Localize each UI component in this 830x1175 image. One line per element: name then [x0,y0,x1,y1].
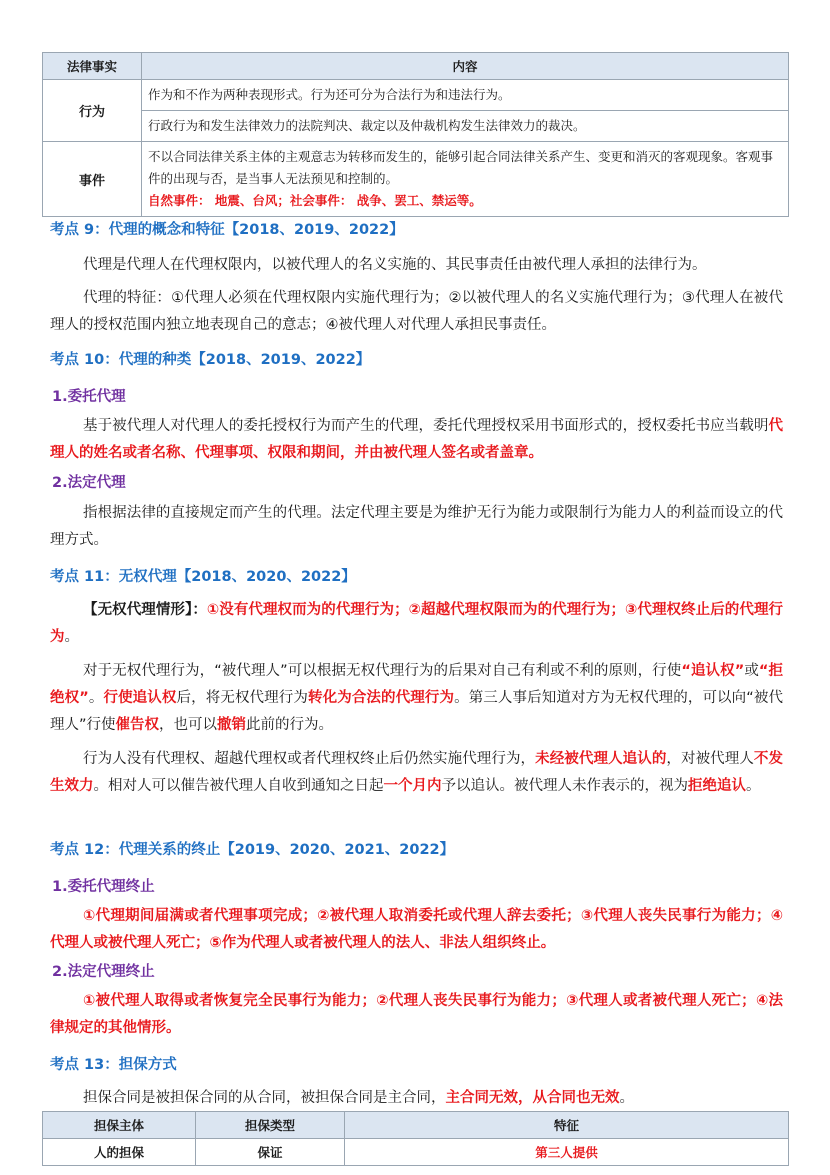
agency-definition: 代理是代理人在代理权限内，以被代理人的名义实施的、其民事责任由被代理人承担的法律行为。 [83,257,707,273]
event-cell [142,142,789,217]
text-run: 后，将无权代理行为 [176,690,308,706]
text-run: 予以追认。被代理人未作表示的，视为 [441,778,688,794]
row-key-event: 事件 [43,142,142,217]
guarantee-paragraph [50,1085,783,1112]
emphasis-legal-act: 转化为合法的代理行为 [308,690,455,706]
table-header-row [43,53,789,80]
agency-features: 代理的特征：①代理人必须在代理权限内实施代理行为；②以被代理人的名义实施代理行为；③代理人在被代理人的授权范围内独立地表现自己的意志；④被代理人对代理人承担民事责任。 [50,290,783,333]
text-run: 。第三人事后知道对方为无权代理的，可以向“被代理人”行使 [50,690,784,733]
statutory-agency-text: 指根据法律的直接规定而产生的代理。法定代理主要是为维护无行为能力或限制行为能力人的利益而设立的代理方式。 [50,505,783,548]
unauthorized-cases [50,597,783,651]
emphasis-ratify-right: “追认权” [681,663,745,679]
header-content: 内容 [142,53,789,80]
cell-feature: 第三人提供 [345,1139,789,1166]
table-header-row [43,1112,789,1139]
cell-type: 保证 [196,1139,345,1166]
header-legal-fact: 法律事实 [43,53,142,80]
section-heading-11: 考点 11：无权代理【2018、2020、2022】 [50,569,356,585]
entrusted-termination-list: ①代理期间届满或者代理事项完成；②被代理人取消委托或代理人辞去委托；③代理人丧失民事行为能力；④代理人或被代理人死亡；⑤作为代理人或者被代理人的法人、非法人组织终止。 [50,908,783,951]
emphasis-invalid: 主合同无效，从合同也无效 [445,1090,620,1106]
unauthorized-cases-end: 。 [64,629,79,645]
entrusted-text-emphasis: 代理人的姓名或者名称、代理事项、权限和期间，并由被代理人签名或者盖章。 [50,418,783,461]
subheading-entrusted-agency: 1.委托代理 [52,389,126,405]
emphasis-demand-right: 催告权 [115,717,160,733]
subheading-statutory-termination: 2.法定代理终止 [52,964,155,980]
table-row [43,142,789,217]
unratified-paragraph [50,746,783,800]
emphasis-no-effect: 不发生效力 [50,751,784,794]
text-run: 担保合同是被担保合同的从合同，被担保合同是主合同， [83,1090,446,1106]
emphasis-reject-right: “拒绝权” [50,663,784,706]
event-examples: 自然事件： 地震、台风；社会事件： 战争、罢工、禁运等。 [148,193,482,208]
unauthorized-cases-list: ①没有代理权而为的代理行为；②超越代理权限而为的代理行为；③代理权终止后的代理行为 [50,602,784,645]
row-key-behavior: 行为 [43,80,142,142]
behavior-description-1: 作为和不作为两种表现形式。行为还可分为合法行为和违法行为。 [142,80,789,111]
emphasis-exercise-ratify: 行使追认权 [103,690,177,706]
header-guarantee-subject: 担保主体 [43,1112,196,1139]
emphasis-not-ratified: 未经被代理人追认的 [535,751,667,767]
guarantee-table [42,1111,789,1166]
text-run: ，对被代理人 [666,751,754,767]
unauthorized-cases-label: 【无权代理情形】： [83,602,207,618]
section-heading-9: 考点 9：代理的概念和特征【2018、2019、2022】 [50,222,404,238]
section-heading-10: 考点 10：代理的种类【2018、2019、2022】 [50,352,371,368]
entrusted-text-plain: 基于被代理人对代理人的委托授权行为而产生的代理，委托代理授权采用书面形式的，授权委托书应当载明 [83,418,769,434]
ratification-paragraph [50,658,783,739]
table-row [43,111,789,142]
table-row [43,1139,789,1166]
table-row [43,80,789,111]
event-description: 不以合同法律关系主体的主观意志为转移而发生的，能够引起合同法律关系产生、变更和消灭的客观现象。客观事件的出现与否，是当事人无法预见和控制的。 [148,149,774,186]
text-run: 或 [744,663,759,679]
legal-facts-table [42,52,789,217]
emphasis-refuse: 拒绝追认 [688,778,746,794]
text-run: 行为人没有代理权、超越代理权或者代理权终止后仍然实施代理行为， [83,751,536,767]
text-run: 。 [746,778,761,794]
entrusted-agency-text [50,413,783,467]
text-run: ，也可以 [159,717,218,733]
text-run: 。 [88,690,104,706]
emphasis-revoke: 撤销 [217,717,247,733]
header-feature: 特征 [345,1112,789,1139]
statutory-termination-list: ①被代理人取得或者恢复完全民事行为能力；②代理人丧失民事行为能力；③代理人或者被代理人死亡；④法律规定的其他情形。 [50,993,783,1036]
header-guarantee-type: 担保类型 [196,1112,345,1139]
subheading-statutory-agency: 2.法定代理 [52,475,126,491]
cell-subject: 人的担保 [43,1139,196,1166]
behavior-description-2: 行政行为和发生法律效力的法院判决、裁定以及仲裁机构发生法律效力的裁决。 [142,111,789,142]
subheading-entrusted-termination: 1.委托代理终止 [52,879,155,895]
text-run: 此前的行为。 [246,717,334,733]
text-run: 。 [619,1090,634,1106]
section-heading-13: 考点 13：担保方式 [50,1057,177,1073]
section-heading-12: 考点 12：代理关系的终止【2019、2020、2021、2022】 [50,842,455,858]
text-run: 对于无权代理行为，“被代理人”可以根据无权代理行为的后果对自己有利或不利的原则，行使 [83,663,682,679]
text-run: 。相对人可以催告被代理人自收到通知之日起 [93,778,384,794]
emphasis-one-month: 一个月内 [383,778,442,794]
